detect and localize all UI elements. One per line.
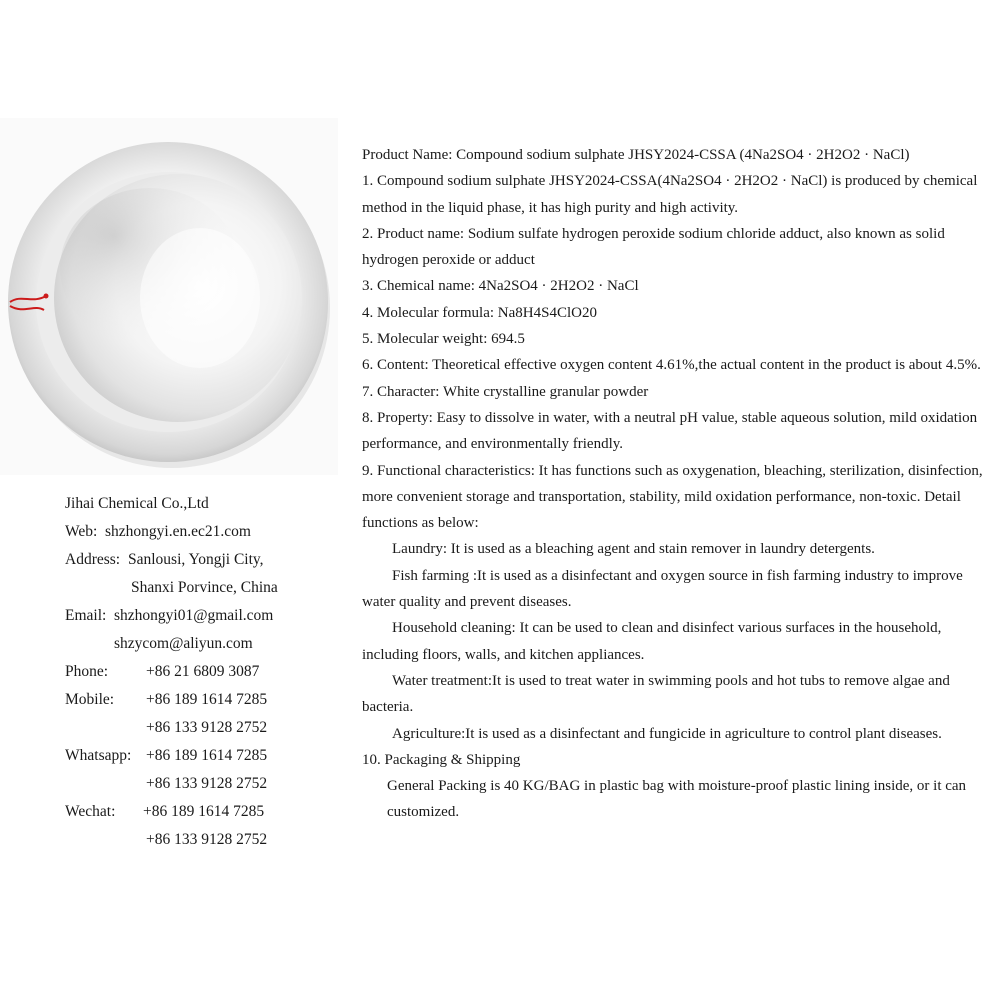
detail-item-1: 1. Compound sodium sulphate JHSY2024-CSSA(4Na2SO4 · 2H2O2 · NaCl) is produced by chemical method in the liquid phase, it has high purity and high activity. [362,173,978,216]
packing-info: General Packing is 40 KG/BAG in plastic bag with moisture-proof plastic lining inside, or it can customized. [387,778,967,821]
address-row [65,546,355,574]
web-link[interactable]: shzhongyi.en.ec21.com [105,523,251,540]
company-name: Jihai Chemical Co.,Ltd [65,495,209,512]
phone-number: +86 21 6809 3087 [146,663,260,680]
web-label: Web: [65,523,98,540]
function-laundry: Laundry: It is used as a bleaching agent and stain remover in laundry detergents. [392,541,875,558]
company-name-row [65,490,355,518]
mobile-row-2 [65,714,355,742]
phone-label: Phone: [65,663,109,680]
email-link-2[interactable]: shzycom@aliyun.com [114,635,253,652]
detail-item-5: 5. Molecular weight: 694.5 [362,331,525,348]
address-label: Address: [65,551,121,568]
web-row [65,518,355,546]
function-household-text: Household cleaning: It can be used to clean and disinfect various surfaces in the household, including floors, walls, and kitchen appliances. [362,620,942,663]
contact-info [65,490,355,854]
detail-item-7: 7. Character: White crystalline granular powder [362,383,649,400]
mobile-row [65,686,355,714]
email-row-2 [65,630,355,658]
whatsapp-label: Whatsapp: [65,747,132,764]
function-agriculture: Agriculture:It is used as a disinfectant and fungicide in agriculture to control plant diseases. [392,725,942,742]
address-line2: Shanxi Porvince, China [131,579,278,596]
wechat-number-2: +86 133 9128 2752 [146,831,268,848]
detail-item-8: 8. Property: Easy to dissolve in water, with a neutral pH value, stable aqueous solution, mild oxidation performance, and environmentally friendly. [362,409,978,453]
function-fish-farming [362,563,987,616]
product-details [362,142,987,826]
powder-plate-image [0,118,338,475]
wechat-row [65,798,355,826]
email-label: Email: [65,607,107,624]
wechat-label: Wechat: [65,803,116,820]
detail-item-4: 4. Molecular formula: Na8H4S4ClO20 [362,304,597,321]
whatsapp-number-2: +86 133 9128 2752 [146,775,268,792]
function-fish-farming-text: Fish farming :It is used as a disinfectant and oxygen source in fish farming industry to improve water quality and prevent diseases. [362,567,963,611]
whatsapp-row [65,742,355,770]
detail-item-3: 3. Chemical name: 4Na2SO4 · 2H2O2 · NaCl [362,278,639,295]
function-household [362,615,987,668]
product-title: Product Name: Compound sodium sulphate JHSY2024-CSSA (4Na2SO4 · 2H2O2 · NaCl) [362,147,910,163]
detail-item-10: 10. Packaging & Shipping [362,751,521,768]
mobile-number-2: +86 133 9128 2752 [146,719,268,736]
mobile-label: Mobile: [65,691,115,708]
wechat-row-2 [65,826,355,854]
detail-item-6: 6. Content: Theoretical effective oxygen content 4.61%,the actual content in the product is about 4.5%. [362,357,981,374]
detail-item-9: 9. Functional characteristics: It has functions such as oxygenation, bleaching, sterilization, disinfection, more convenient storage and transportation, stability, mild oxidation performance, non-toxic. Detail functions as below: [362,462,983,532]
detail-item-2: 2. Product name: Sodium sulfate hydrogen peroxide sodium chloride adduct, also known as solid hydrogen peroxide or adduct [362,225,945,269]
address-line1: Sanlousi, Yongji City, [128,551,264,568]
mobile-number-1: +86 189 1614 7285 [146,691,268,708]
whatsapp-row-2 [65,770,355,798]
email-link-1[interactable]: shzhongyi01@gmail.com [114,607,274,624]
email-row [65,602,355,630]
whatsapp-number-1: +86 189 1614 7285 [146,747,268,764]
function-water-text: Water treatment:It is used to treat water in swimming pools and hot tubs to remove algae and bacteria. [362,672,950,716]
function-water [362,668,987,721]
product-photo [0,118,338,475]
wechat-number-1: +86 189 1614 7285 [143,803,265,820]
address-row-2 [65,574,355,602]
phone-row [65,658,355,686]
